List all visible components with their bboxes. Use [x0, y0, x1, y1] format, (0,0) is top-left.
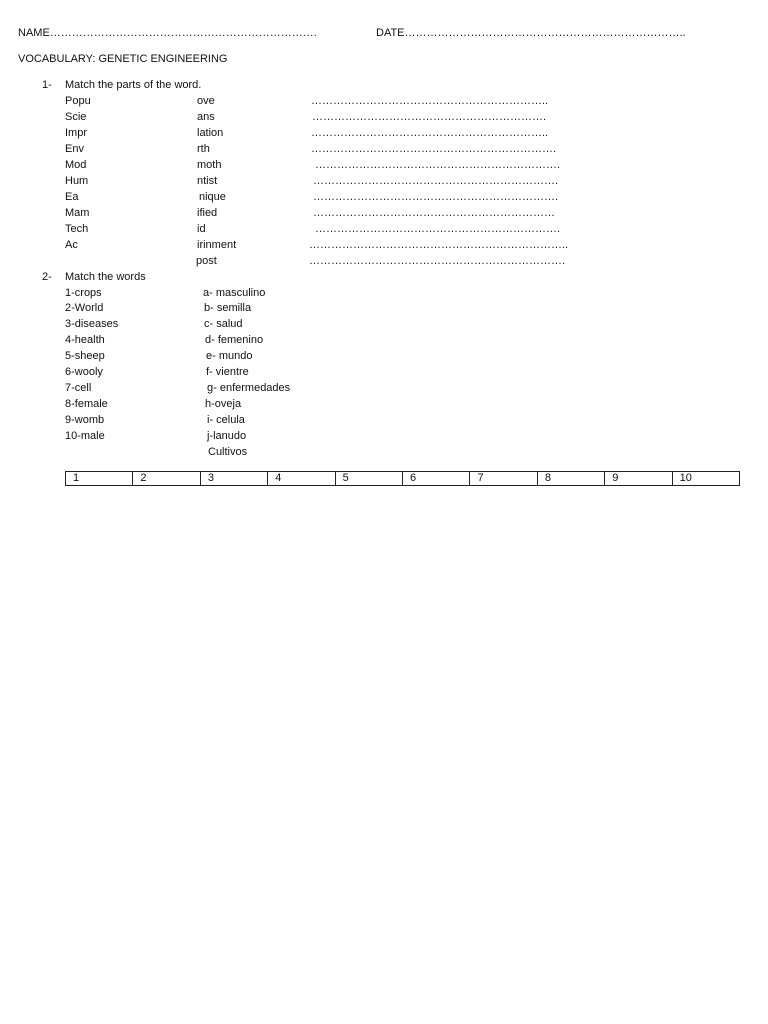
- answer-cell[interactable]: 6: [403, 472, 470, 485]
- answer-cell[interactable]: 8: [538, 472, 605, 485]
- english-word: 7-cell: [65, 382, 92, 394]
- spanish-word: e- mundo: [206, 350, 253, 362]
- word-end: moth: [197, 159, 222, 171]
- word-end: ove: [197, 95, 215, 107]
- word-start: Mod: [65, 159, 87, 171]
- english-word: 10-male: [65, 430, 105, 442]
- spanish-word: h-oveja: [205, 398, 242, 410]
- word-start: Scie: [65, 111, 87, 123]
- word-end: ntist: [197, 175, 218, 187]
- answer-blank[interactable]: ……………………………………………………….: [312, 111, 547, 123]
- english-word: 3-diseases: [65, 318, 119, 330]
- word-end: ified: [197, 207, 218, 219]
- spanish-word: a- masculino: [203, 287, 266, 299]
- answer-blank[interactable]: ………………………………………………………….: [313, 191, 559, 203]
- answer-cell[interactable]: 4: [268, 472, 335, 485]
- exercise-2-instruction: Match the words: [65, 271, 146, 283]
- exercise-1-number: 1-: [42, 79, 52, 91]
- word-end: lation: [197, 127, 224, 139]
- answer-cell[interactable]: 1: [66, 472, 133, 485]
- answer-blank[interactable]: ………………………………………………………….: [311, 143, 557, 155]
- answer-blank[interactable]: ……………………………………………………………..: [309, 239, 569, 251]
- answer-cell[interactable]: 10: [679, 472, 692, 484]
- name-field[interactable]: NAME……………………………………………………………….: [18, 27, 317, 39]
- answer-cell[interactable]: 5: [336, 472, 403, 485]
- word-start: Impr: [65, 127, 87, 139]
- answer-cell[interactable]: 2: [133, 472, 200, 485]
- word-start: Tech: [65, 223, 89, 235]
- english-word: 2-World: [65, 302, 104, 314]
- answer-blank[interactable]: …………………………………………………………: [313, 207, 555, 219]
- answer-blank[interactable]: …………………………………………………………….: [309, 255, 566, 267]
- exercise-2-number: 2-: [42, 271, 52, 283]
- word-start: Ac: [65, 239, 78, 251]
- answer-blank[interactable]: ………………………………………………………….: [313, 175, 559, 187]
- spanish-word: f- vientre: [206, 366, 249, 378]
- english-word: 8-female: [65, 398, 108, 410]
- word-end: irinment: [197, 239, 237, 251]
- spanish-word: b- semilla: [204, 302, 252, 314]
- word-end: post: [196, 255, 217, 267]
- english-word: 9-womb: [65, 414, 105, 426]
- spanish-word: g- enfermedades: [207, 382, 291, 394]
- word-start: Ea: [65, 191, 79, 203]
- answer-blank[interactable]: ………………………………………………………..: [311, 95, 549, 107]
- english-word: 5-sheep: [65, 350, 105, 362]
- word-start: Mam: [65, 207, 90, 219]
- spanish-word: c- salud: [204, 318, 243, 330]
- english-word: 6-wooly: [65, 366, 103, 378]
- answer-blank[interactable]: ………………………………………………………….: [315, 223, 561, 235]
- word-start: Env: [65, 143, 84, 155]
- date-field[interactable]: DATE…………………………………………………………………..: [376, 27, 686, 39]
- spanish-word: i- celula: [207, 414, 245, 426]
- spanish-word: d- femenino: [205, 334, 264, 346]
- word-end: ans: [197, 111, 215, 123]
- word-end: rth: [197, 143, 210, 155]
- word-start: Hum: [65, 175, 89, 187]
- answer-blank[interactable]: ………………………………………………………..: [311, 127, 549, 139]
- answer-cell[interactable]: 7: [470, 472, 537, 485]
- spanish-word: j-lanudo: [207, 430, 247, 442]
- answer-blank[interactable]: ………………………………………………………….: [315, 159, 561, 171]
- word-end: nique: [199, 191, 226, 203]
- english-word: 4-health: [65, 334, 105, 346]
- exercise-1-instruction: Match the parts of the word.: [65, 79, 202, 91]
- answer-cell[interactable]: 9: [605, 472, 672, 485]
- spanish-word: Cultivos: [208, 446, 248, 458]
- word-start: Popu: [65, 95, 91, 107]
- english-word: 1-crops: [65, 287, 102, 299]
- worksheet-title: VOCABULARY: GENETIC ENGINEERING: [18, 53, 228, 65]
- answer-grid: [65, 471, 740, 486]
- answer-cell[interactable]: 3: [201, 472, 268, 485]
- word-end: id: [197, 223, 206, 235]
